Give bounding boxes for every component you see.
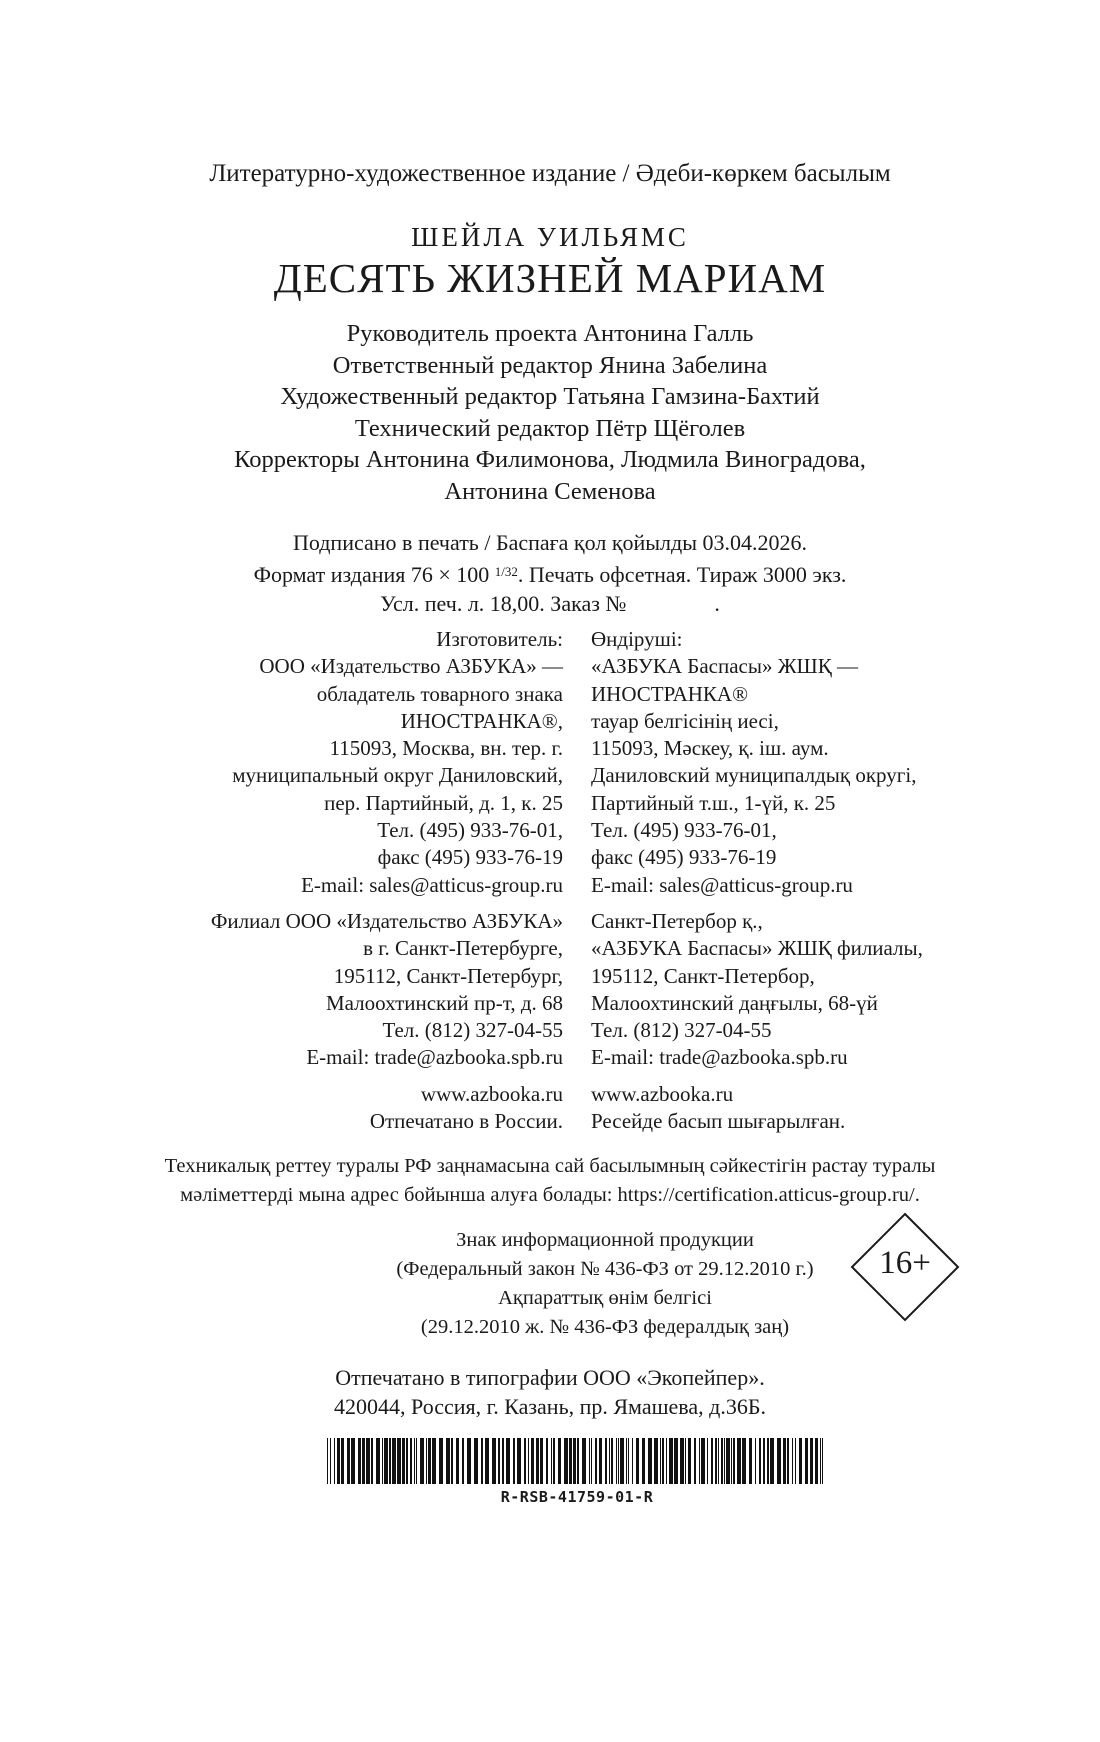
print-info [0,528,1100,618]
certification-note [0,1152,1100,1210]
sign-line: Ақпараттық өнім белгісі [498,1287,712,1309]
info-line: 195112, Санкт-Петербург, [333,963,563,988]
format-fraction: 1/32 [494,564,518,579]
typo-line: 420044, Россия, г. Казань, пр. Ямашева, д.36Б. [334,1394,766,1419]
typo-line: Отпечатано в типографии ООО «Экопейпер». [335,1365,765,1390]
info-line: E-mail: sales@atticus-group.ru [591,872,853,897]
info-line: факс (495) 933-76-19 [377,845,563,870]
info-line: Тел. (495) 933-76-01, [591,818,777,843]
info-line: факс (495) 933-76-19 [591,845,777,870]
info-line: Партийный т.ш., 1-үй, к. 25 [591,790,836,815]
info-line: обладатель товарного знака [316,681,563,706]
info-line: муниципальный округ Даниловский, [232,763,563,788]
info-line: ООО «Издательство АЗБУКА» — [259,654,563,679]
info-line: Малоохтинский пр-т, д. 68 [325,990,563,1015]
typography-info [0,1363,1100,1421]
signed-line: Подписано в печать / Баспаға қол қойылды 03.04.2026. [292,530,808,555]
info-line: www.azbooka.ru [420,1081,563,1106]
info-line: Изготовитель: [436,627,563,651]
info-line: ИНОСТРАНКА®, [400,708,563,733]
format-suffix: . Печать офсетная. Тираж 3000 экз. [517,562,847,587]
cert-line: Техникалық реттеу туралы РФ заңнамасына сай басылымның сәйкестігін растау туралы [164,1155,936,1177]
info-line: Тел. (495) 933-76-01, [377,818,563,843]
info-line: 115093, Мәскеу, қ. іш. аум. [591,736,829,761]
sign-line: (Федеральный закон № 436-ФЗ от 29.12.2010 г.) [396,1258,814,1280]
info-line: Ресейде басып шығарылған. [591,1109,846,1134]
info-product-sign [380,1226,830,1342]
info-line: Өндіруші: [591,627,683,651]
cert-line: мәліметтерді мына адрес бойынша алуға болады: https://certification.atticus-group.ru/. [180,1184,920,1206]
info-line: «АЗБУКА Баспасы» ЖШҚ филиалы, [591,936,923,961]
info-line: Тел. (812) 327-04-55 [382,1018,563,1043]
credit-line: Антонина Семенова [444,477,656,505]
format-line [0,557,1100,589]
book-title: ДЕСЯТЬ ЖИЗНЕЙ МАРИАМ [273,255,827,301]
edition-type: Литературно-художественное издание / Әдеби-көркем басылым [209,160,891,187]
format-prefix: Формат издания 76 × 100 [253,562,490,587]
info-line: Малоохтинский даңғылы, 68-үй [591,990,878,1015]
info-line: Тел. (812) 327-04-55 [591,1018,772,1043]
info-line: тауар белгісінің иесі, [591,708,779,733]
age-rating: 16+ [879,1245,931,1281]
info-line: E-mail: trade@azbooka.spb.ru [306,1045,563,1070]
info-line: 195112, Санкт-Петербор, [591,963,815,988]
info-line: Даниловский муниципалдық округі, [591,763,917,788]
credits-block [0,318,1100,507]
info-line: 115093, Москва, вн. тер. г. [329,736,563,761]
sign-line: (29.12.2010 ж. № 436-ФЗ федералдық заң) [420,1316,790,1338]
credit-line: Ответственный редактор Янина Забелина [332,351,768,379]
author-name: ШЕЙЛА УИЛЬЯМС [411,222,689,252]
info-line: Отпечатано в России. [369,1109,563,1134]
credit-line: Руководитель проекта Антонина Галль [346,320,754,347]
info-line: www.azbooka.ru [591,1081,734,1106]
info-line: Санкт-Петербор қ., [591,908,763,933]
order-line: Усл. печ. л. 18,00. Заказ № . [380,591,720,616]
manufacturer-kz [591,626,923,1135]
info-line: пер. Партийный, д. 1, к. 25 [324,790,563,815]
info-line: E-mail: sales@atticus-group.ru [301,872,563,897]
manufacturer-ru [211,626,563,1135]
info-line: E-mail: trade@azbooka.spb.ru [591,1045,848,1070]
info-line: «АЗБУКА Баспасы» ЖШҚ — [591,654,858,679]
credit-line: Художественный редактор Татьяна Гамзина-Бахтий [280,383,820,410]
info-line: в г. Санкт-Петербурге, [363,936,563,961]
info-line: ИНОСТРАНКА® [591,681,749,706]
credit-line: Технический редактор Пётр Щёголев [354,414,746,442]
sign-line: Знак информационной продукции [456,1229,754,1251]
credit-line: Корректоры Антонина Филимонова, Людмила Виноградова, [234,446,866,473]
barcode-code: R-RSB-41759-01-R [500,1488,654,1506]
barcode-icon [327,1438,827,1484]
info-line: Филиал ООО «Издательство АЗБУКА» [210,908,563,933]
